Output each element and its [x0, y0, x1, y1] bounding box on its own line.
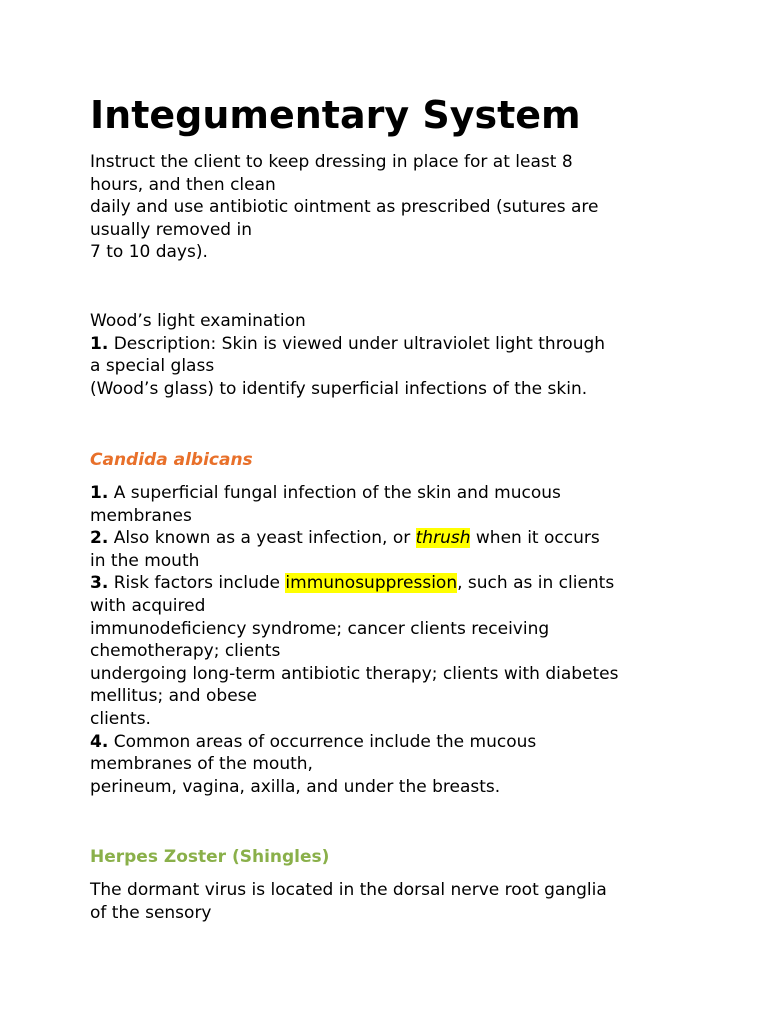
list-item-cont: chemotherapy; clients	[90, 641, 281, 662]
item-number: 2.	[90, 528, 109, 549]
intro-line: daily and use antibiotic ointment as prescribed (sutures are	[90, 197, 599, 218]
page-title: Integumentary System	[90, 93, 581, 137]
herpes-line: of the sensory	[90, 902, 212, 923]
candida-heading: Candida albicans	[90, 450, 253, 470]
herpes-line: The dormant virus is located in the dorsal nerve root ganglia	[90, 880, 607, 900]
item-text: Risk factors include	[108, 573, 286, 594]
list-item-cont: mellitus; and obese	[90, 686, 257, 707]
intro-paragraph	[90, 151, 599, 264]
woods-item-1-cont: (Wood’s glass) to identify superficial infections of the skin.	[90, 378, 588, 399]
herpes-paragraph	[90, 879, 607, 924]
list-item-cont: with acquired	[90, 595, 206, 616]
intro-line: hours, and then clean	[90, 174, 276, 195]
item-text: A superficial fungal infection of the skin and mucous	[108, 483, 561, 503]
herpes-heading: Herpes Zoster (Shingles)	[90, 847, 330, 867]
highlighted-term: immunosuppression	[285, 573, 458, 594]
list-item-cont: in the mouth	[90, 550, 200, 571]
item-text: Also known as a yeast infection, or	[108, 528, 416, 549]
candida-list	[90, 482, 619, 798]
highlighted-term: thrush	[415, 528, 471, 549]
item-number: 3.	[90, 573, 109, 594]
item-number: 4.	[90, 731, 109, 752]
list-item	[90, 731, 619, 754]
intro-line: Instruct the client to keep dressing in place for at least 8	[90, 152, 573, 172]
item-text: when it occurs	[470, 528, 600, 549]
list-item-cont: membranes of the mouth,	[90, 754, 313, 775]
item-text: Common areas of occurrence include the mucous	[108, 731, 537, 752]
item-text: Description: Skin is viewed under ultraviolet light through	[108, 333, 606, 354]
woods-heading: Wood’s light examination	[90, 311, 306, 331]
intro-line: 7 to 10 days).	[90, 242, 208, 263]
list-item-cont: immunodeficiency syndrome; cancer clients receiving	[90, 618, 550, 639]
list-item	[90, 572, 619, 595]
list-item-cont: clients.	[90, 708, 151, 729]
intro-line: usually removed in	[90, 219, 252, 240]
woods-item-1-cont: a special glass	[90, 356, 215, 377]
list-item-cont: membranes	[90, 505, 192, 526]
item-number: 1.	[90, 333, 109, 354]
item-number: 1.	[90, 483, 109, 503]
item-text: , such as in clients	[457, 573, 615, 594]
list-item	[90, 482, 619, 505]
woods-section	[90, 310, 605, 400]
woods-item-1	[90, 333, 605, 356]
list-item-cont: perineum, vagina, axilla, and under the breasts.	[90, 776, 501, 797]
list-item-cont: undergoing long-term antibiotic therapy; clients with diabetes	[90, 663, 619, 684]
list-item	[90, 527, 619, 550]
